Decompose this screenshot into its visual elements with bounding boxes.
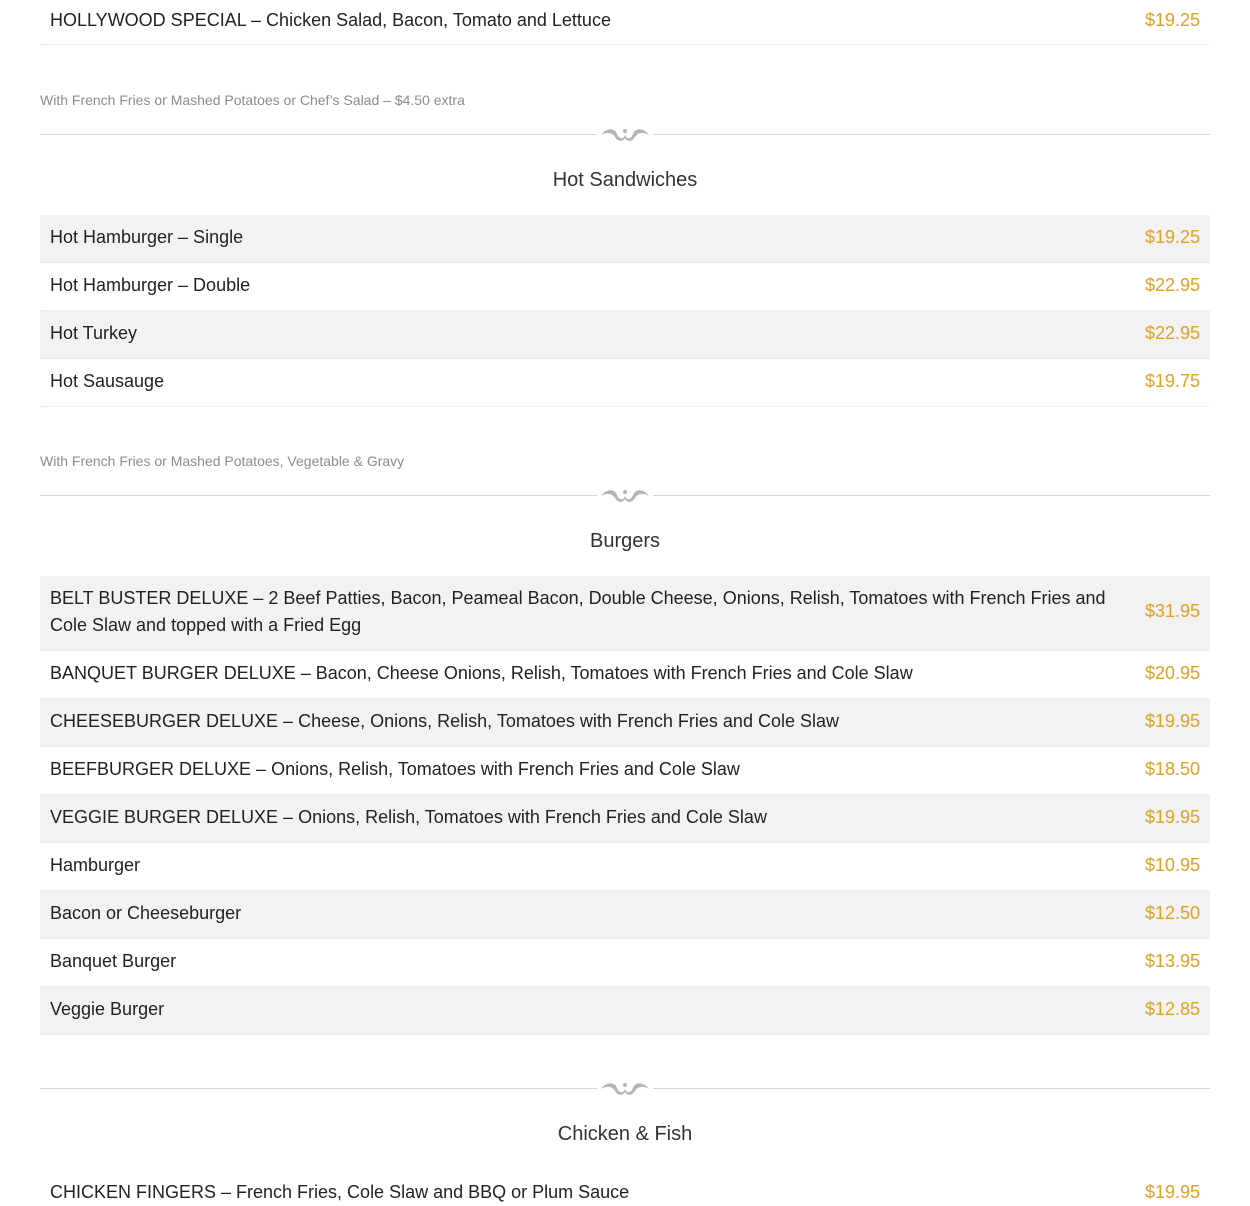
menu-item-price: $18.50 [1144, 759, 1200, 779]
menu-item-name: Hamburger [50, 855, 141, 875]
section-title: Burgers [589, 530, 661, 552]
menu-item-row [40, 359, 1210, 407]
menu-item-row [40, 747, 1210, 795]
menu-item-name: Banquet Burger [50, 951, 177, 971]
sides-note: With French Fries or Mashed Potatoes, Vegetable & Gravy [40, 453, 405, 469]
menu-item-name: BANQUET BURGER DELUXE – Bacon, Cheese Onions, Relish, Tomatoes with French Fries and Cole Slaw [50, 663, 913, 683]
menu-item-name: Bacon or Cheeseburger [50, 903, 242, 923]
menu-item-price: $19.95 [1144, 807, 1200, 827]
menu-item-price: $19.25 [1144, 10, 1200, 30]
menu-item-name: Hot Sausauge [50, 371, 165, 391]
menu-item-row [40, 311, 1210, 359]
menu-item-row [40, 891, 1210, 939]
section-title: Hot Sandwiches [552, 169, 698, 191]
flourish-ornament-icon [597, 1079, 653, 1099]
menu-item-row [40, 939, 1210, 987]
flourish-ornament-icon [597, 486, 653, 506]
menu-item-price: $19.95 [1144, 1182, 1200, 1202]
menu-item-price: $19.25 [1144, 227, 1200, 247]
menu-item-name: HOLLYWOOD SPECIAL – Chicken Salad, Bacon, Tomato and Lettuce [50, 10, 611, 30]
menu-item-name: CHICKEN FINGERS – French Fries, Cole Slaw and BBQ or Plum Sauce [50, 1182, 630, 1202]
flourish-ornament-icon [597, 125, 653, 145]
menu-item-price: $22.95 [1144, 323, 1200, 343]
menu-item-price: $12.85 [1144, 999, 1200, 1019]
menu-item-name: VEGGIE BURGER DELUXE – Onions, Relish, Tomatoes with French Fries and Cole Slaw [50, 807, 767, 827]
menu-item-name: BELT BUSTER DELUXE – 2 Beef Patties, Bacon, Peameal Bacon, Double Cheese, Onions, Relish, Tomatoes with French Fries and Cole Slaw and topped with a Fried Egg [50, 588, 1106, 635]
menu-item-price: $31.95 [1144, 601, 1200, 621]
menu-item-name: CHEESEBURGER DELUXE – Cheese, Onions, Relish, Tomatoes with French Fries and Cole Slaw [50, 711, 839, 731]
menu-item-price: $12.50 [1144, 903, 1200, 923]
menu-item-name: Hot Hamburger – Single [50, 227, 244, 247]
menu-item-row [40, 987, 1210, 1035]
menu-item-row [40, 0, 1210, 45]
section-title: Chicken & Fish [557, 1123, 693, 1145]
menu-item-row [40, 263, 1210, 311]
menu-item-price: $19.75 [1144, 371, 1200, 391]
menu-item-price: $19.95 [1144, 711, 1200, 731]
menu-item-name: Hot Turkey [50, 323, 138, 343]
menu-item-price: $22.95 [1144, 275, 1200, 295]
menu-item-row [40, 699, 1210, 747]
menu-item-row [40, 651, 1210, 699]
menu-item-name: Hot Hamburger – Double [50, 275, 251, 295]
menu-item-row [40, 795, 1210, 843]
sides-note: With French Fries or Mashed Potatoes or Chef’s Salad – $4.50 extra [40, 92, 465, 108]
menu-item-row [40, 215, 1210, 263]
menu-item-price: $13.95 [1144, 951, 1200, 971]
menu-item-price: $10.95 [1144, 855, 1200, 875]
menu-item-price: $20.95 [1144, 663, 1200, 683]
menu-item-row [40, 1170, 1210, 1202]
menu-item-name: Veggie Burger [50, 999, 165, 1019]
menu-item-name: BEEFBURGER DELUXE – Onions, Relish, Tomatoes with French Fries and Cole Slaw [50, 759, 740, 779]
menu-item-row [40, 576, 1210, 651]
menu-item-row [40, 843, 1210, 891]
